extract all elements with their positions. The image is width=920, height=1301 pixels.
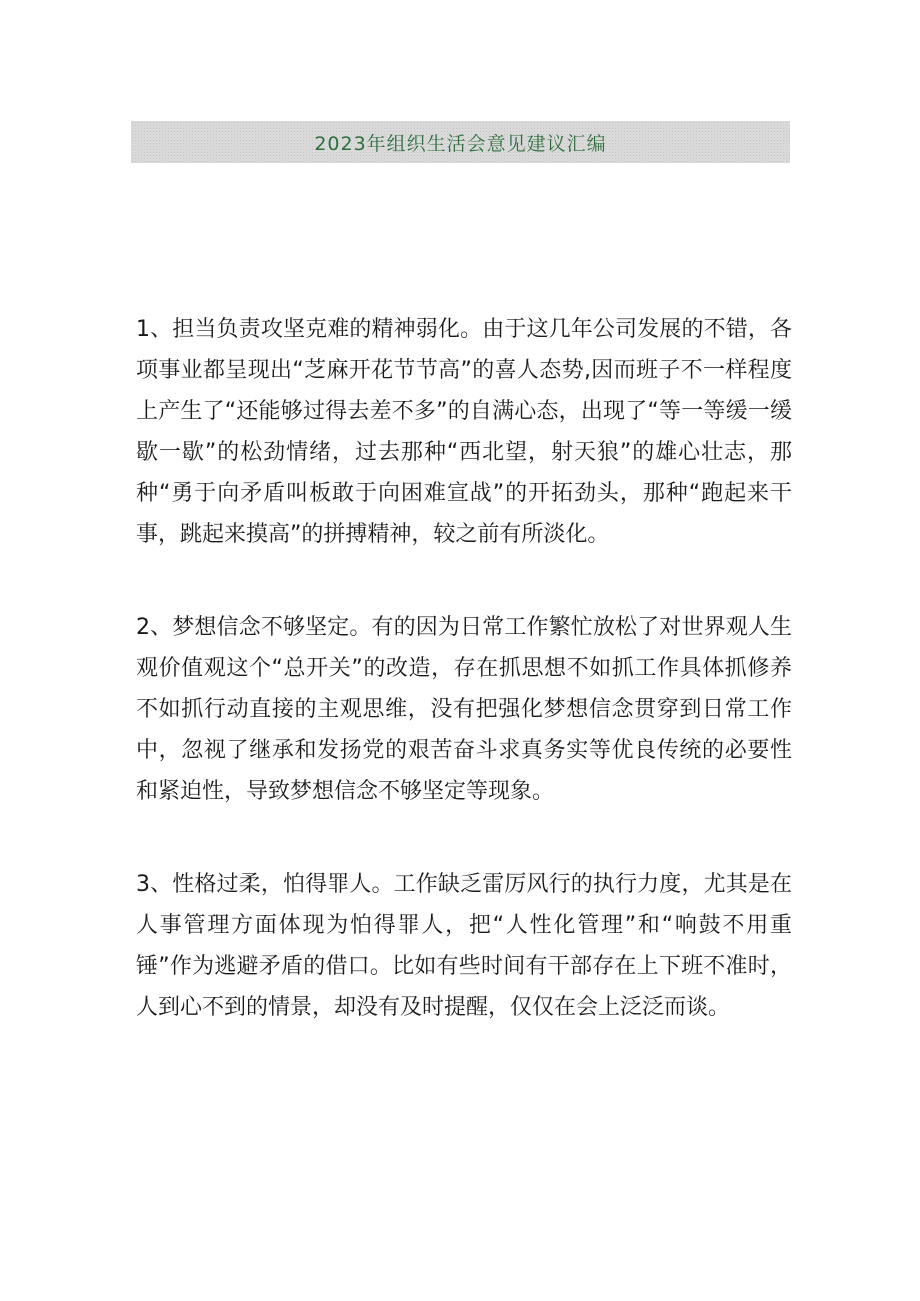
paragraph-3: 3、性格过柔，怕得罪人。工作缺乏雷厉风行的执行力度，尤其是在人事管理方面体现为怕得罪人，把“人性化管理”和“响鼓不用重锤”作为逃避矛盾的借口。比如有些时间有干部存在上下班不准时，人到心不到的情景，却没有及时提醒，仅仅在会上泛泛而谈。 xyxy=(136,872,792,1020)
paragraph-2: 2、梦想信念不够坚定。有的因为日常工作繁忙放松了对世界观人生观价值观这个“总开关”的改造，存在抓思想不如抓工作具体抓修养不如抓行动直接的主观思维，没有把强化梦想信念贯穿到日常工作中，忽视了继承和发扬党的艰苦奋斗求真务实等优良传统的必要性和紧迫性，导致梦想信念不够坚定等现象。 xyxy=(136,615,792,804)
document-title: 2023年组织生活会意见建议汇编 xyxy=(314,132,607,155)
title-banner xyxy=(131,121,790,163)
document-body xyxy=(136,309,792,1028)
paragraph-1: 1、担当负责攻坚克难的精神弱化。由于这几年公司发展的不错，各项事业都呈现出“芝麻开花节节高”的喜人态势,因而班子不一样程度上产生了“还能够过得去差不多”的自满心态，出现了“等一等缓一缓歇一歇”的松劲情绪，过去那种“西北望，射天狼”的雄心壮志，那种“勇于向矛盾叫板敢于向困难宣战”的开拓劲头，那种“跑起来干事，跳起来摸高”的拼搏精神，较之前有所淡化。 xyxy=(136,317,792,547)
